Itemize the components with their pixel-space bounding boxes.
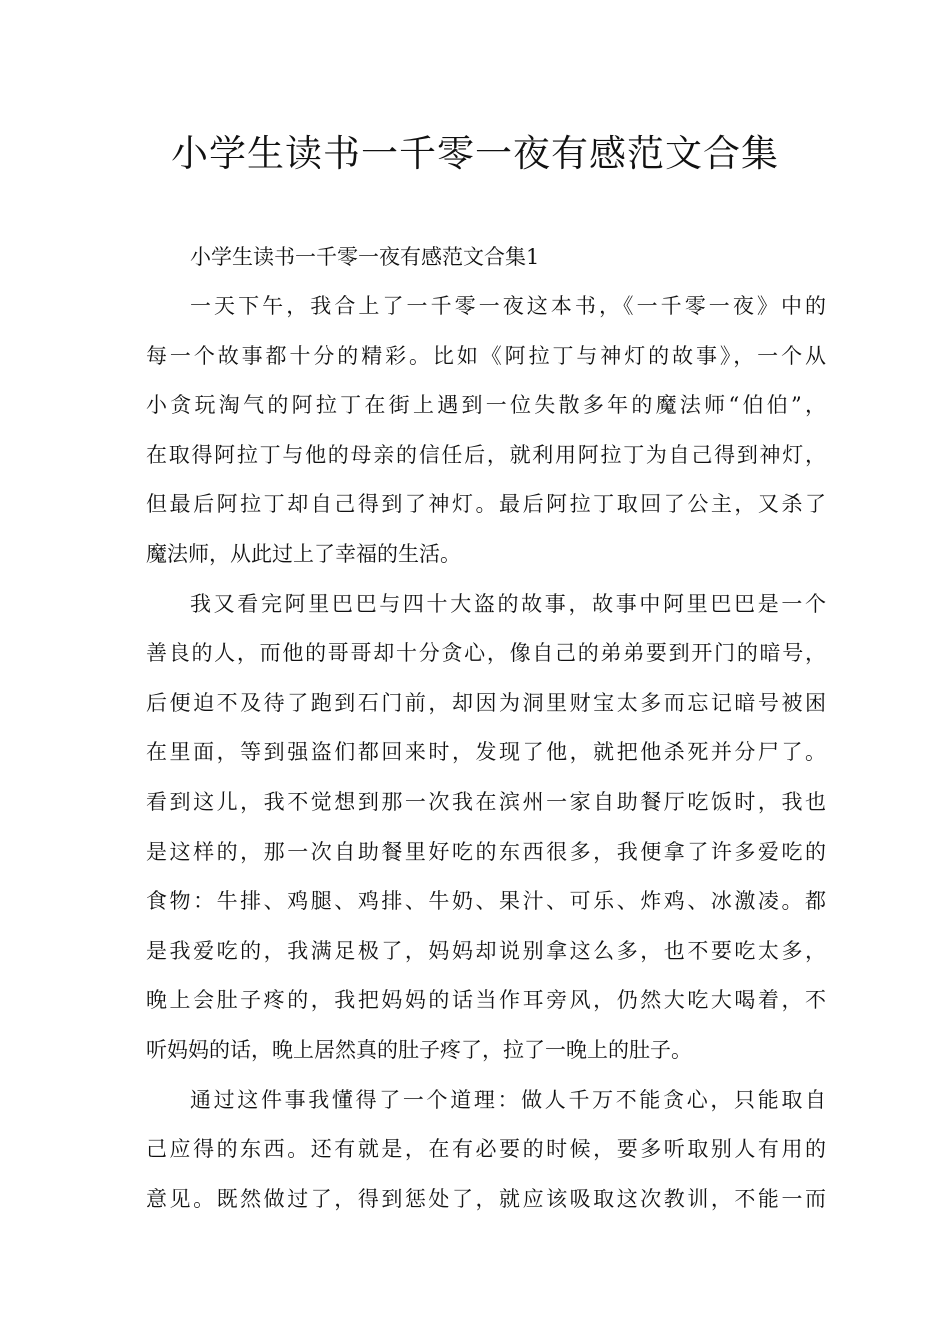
- paragraph-line: 魔法师，从此过上了幸福的生活。: [146, 541, 461, 566]
- paragraph-line: 己应得的东西。还有就是，在有必要的时候，要多听取别人有用的: [146, 1137, 826, 1162]
- paragraph-line: 是这样的，那一次自助餐里好吃的东西很多，我便拿了许多爱吃的: [146, 839, 826, 864]
- paragraph-line: 我又看完阿里巴巴与四十大盗的故事，故事中阿里巴巴是一个: [190, 591, 826, 616]
- paragraph-2: [146, 580, 826, 1076]
- paragraph-line: 后便迫不及待了跑到石门前，却因为洞里财宝太多而忘记暗号被困: [146, 690, 826, 715]
- paragraph-line: 食物：牛排、鸡腿、鸡排、牛奶、果汁、可乐、炸鸡、冰激凌。都: [146, 889, 826, 914]
- paragraph-line: 听妈妈的话，晚上居然真的肚子疼了，拉了一晚上的肚子。: [146, 1037, 692, 1062]
- paragraph-line: 是我爱吃的，我满足极了，妈妈却说别拿这么多，也不要吃太多，: [146, 938, 826, 963]
- paragraph-line: 小贪玩淘气的阿拉丁在街上遇到一位失散多年的魔法师“伯伯”，: [146, 393, 826, 418]
- paragraph-line: 通过这件事我懂得了一个道理：做人千万不能贪心，只能取自: [190, 1087, 826, 1112]
- paragraph-3: [146, 1076, 826, 1225]
- paragraph-line: 一天下午，我合上了一千零一夜这本书，《一千零一夜》中的: [190, 294, 826, 318]
- paragraph-line: 看到这儿，我不觉想到那一次我在滨州一家自助餐厅吃饭时，我也: [146, 789, 826, 814]
- paragraph-line: 在里面，等到强盗们都回来时，发现了他，就把他杀死并分尸了。: [146, 740, 826, 765]
- section-heading: 小学生读书一千零一夜有感范文合集1: [190, 245, 540, 269]
- document-body: [146, 232, 826, 1224]
- paragraph-line: 善良的人，而他的哥哥却十分贪心，像自己的弟弟要到开门的暗号，: [146, 641, 826, 666]
- paragraph-1: [146, 282, 826, 580]
- paragraph-line: 但最后阿拉丁却自己得到了神灯。最后阿拉丁取回了公主，又杀了: [146, 492, 826, 517]
- paragraph-line: 晚上会肚子疼的，我把妈妈的话当作耳旁风，仍然大吃大喝着，不: [146, 988, 826, 1013]
- paragraph-line: 意见。既然做过了，得到惩处了，就应该吸取这次教训，不能一而: [146, 1186, 826, 1211]
- document-title: 小学生读书一千零一夜有感范文合集: [171, 132, 779, 175]
- paragraph-line: 每一个故事都十分的精彩。比如《阿拉丁与神灯的故事》，一个从: [146, 343, 826, 368]
- paragraph-line: 在取得阿拉丁与他的母亲的信任后，就利用阿拉丁为自己得到神灯，: [146, 442, 826, 467]
